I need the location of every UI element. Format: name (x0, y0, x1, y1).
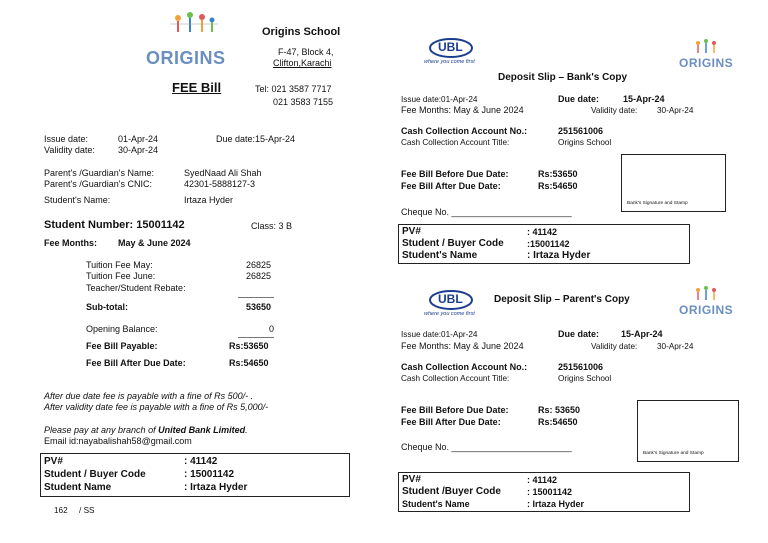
pv-label: PV# (44, 456, 63, 467)
origins-logo (148, 10, 238, 48)
account-no-label: Cash Collection Account No.: (401, 126, 528, 136)
payable-rule (238, 337, 274, 338)
validity-date-value: 30-Apr-24 (118, 145, 159, 155)
slip-title: Deposit Slip – Bank's Copy (498, 72, 628, 83)
pv-value: : 41142 (527, 475, 558, 485)
school-tel-1: Tel: 021 3587 7717 (255, 84, 332, 94)
student-name-label: Student's Name: (44, 195, 111, 205)
after-due-label: Fee Bill After Due Date: (401, 181, 501, 191)
after-due-label: Fee Bill After Due Date: (86, 358, 186, 368)
after-due-value: Rs:54650 (538, 417, 578, 427)
student-name-value: Irtaza Hyder (184, 195, 234, 205)
student-class: Class: 3 B (251, 221, 293, 231)
ubl-tagline: where you come first (424, 59, 475, 65)
ubl-tagline: where you come first (424, 311, 475, 317)
opening-balance-label: Opening Balance: (86, 324, 158, 334)
issue-date: Issue date:01-Apr-24 (401, 95, 478, 104)
after-due-value: Rs:54650 (538, 181, 578, 191)
origins-logo-small (682, 38, 728, 56)
origins-logo-small-text: ORIGINS (679, 56, 734, 70)
school-address-line1: F-47, Block 4, (278, 47, 334, 57)
student-name-label: Student's Name (402, 250, 478, 261)
origins-logo-small-text: ORIGINS (679, 303, 734, 317)
buyer-code-value: : 15001142 (184, 469, 235, 480)
validity-label: Validity date: (591, 342, 638, 351)
tuition-june-label: Tuition Fee June: (86, 271, 156, 281)
origins-logo-text: ORIGINS (146, 48, 226, 68)
due-date-label: Due date: (558, 94, 600, 104)
subtotal-rule (238, 297, 274, 298)
guardian-cnic-value: 42301-5888127-3 (184, 179, 256, 189)
account-title-label: Cash Collection Account Title: (401, 138, 510, 147)
fine-note-1: After due date fee is payable with a fine of Rs 500/- . (44, 391, 254, 401)
after-due-label: Fee Bill After Due Date: (401, 417, 501, 427)
school-tel-2: 021 3583 7155 (273, 97, 334, 107)
subtotal-value: 53650 (246, 302, 272, 312)
fee-months: Fee Months: May & June 2024 (401, 341, 524, 351)
before-due-label: Fee Bill Before Due Date: (401, 169, 509, 179)
student-name-label: Student's Name (402, 499, 470, 509)
account-title-value: Origins School (558, 138, 612, 147)
stamp-caption: Bank's Signature and Stamp (643, 451, 704, 456)
fine-note-2: After validity date fee is payable with a fine of Rs 5,000/- (44, 402, 269, 412)
student-number: Student Number: 15001142 (44, 219, 185, 231)
due-date: Due date:15-Apr-24 (216, 134, 296, 144)
guardian-cnic-label: Parent's /Guardian's CNIC: (44, 179, 152, 189)
buyer-code-value: :15001142 (527, 239, 570, 249)
account-title-value: Origins School (558, 374, 612, 383)
slip-title: Deposit Slip – Parent's Copy (494, 294, 630, 305)
school-name: Origins School (262, 26, 341, 38)
fee-months-value: May & June 2024 (118, 238, 191, 248)
tuition-may-value: 26825 (246, 260, 272, 270)
validity-date-label: Validity date: (44, 145, 95, 155)
due-date-value: 15-Apr-24 (623, 94, 665, 104)
account-no-label: Cash Collection Account No.: (401, 362, 528, 372)
account-no-value: 251561006 (558, 362, 604, 372)
subtotal-label: Sub-total: (86, 302, 128, 312)
cheque-no[interactable]: Cheque No. ________________________ (401, 442, 572, 452)
school-address-line2: Clifton,Karachi (273, 58, 332, 68)
student-name-box-label: Student Name (44, 482, 112, 493)
due-date-label: Due date: (558, 329, 600, 339)
email: Email id:nayabalishah58@gmail.com (44, 436, 192, 446)
buyer-code-label: Student /Buyer Code (402, 486, 501, 497)
pv-value: : 41142 (184, 456, 218, 467)
buyer-code-label: Student / Buyer Code (402, 238, 504, 249)
pv-label: PV# (402, 226, 421, 237)
validity-value: 30-Apr-24 (657, 106, 694, 115)
buyer-code-label: Student / Buyer Code (44, 469, 146, 480)
payable-value: Rs:53650 (229, 341, 269, 351)
before-due-value: Rs:53650 (538, 169, 578, 179)
bill-title: FEE Bill (172, 80, 222, 95)
after-due-value: Rs:54650 (229, 358, 269, 368)
pay-at-note: Please pay at any branch of United Bank Limited. (44, 425, 248, 435)
ubl-logo-text: UBL (438, 40, 463, 54)
issue-date-value: 01-Apr-24 (118, 134, 159, 144)
guardian-name-value: SyedNaad Ali Shah (184, 168, 262, 178)
fee-months: Fee Months: May & June 2024 (401, 105, 524, 115)
student-name-box-value: : Irtaza Hyder (184, 482, 248, 493)
buyer-code-value: : 15001142 (527, 487, 573, 497)
opening-balance-value: 0 (269, 324, 275, 334)
student-name-value: : Irtaza Hyder (527, 499, 585, 509)
before-due-value: Rs: 53650 (538, 405, 581, 415)
due-date-value: 15-Apr-24 (621, 329, 663, 339)
validity-value: 30-Apr-24 (657, 342, 694, 351)
cheque-no[interactable]: Cheque No. ________________________ (401, 207, 572, 217)
issue-date: Issue date:01-Apr-24 (401, 330, 478, 339)
children-figures-icon (170, 12, 218, 32)
payable-label: Fee Bill Payable: (86, 341, 158, 351)
guardian-name-label: Parent's /Guardian's Name: (44, 168, 154, 178)
account-title-label: Cash Collection Account Title: (401, 374, 510, 383)
before-due-label: Fee Bill Before Due Date: (401, 405, 509, 415)
pv-value: : 41142 (527, 227, 558, 237)
student-name-value: : Irtaza Hyder (527, 250, 591, 261)
stamp-caption: Bank's Signature and Stamp (627, 201, 688, 206)
validity-label: Validity date: (591, 106, 638, 115)
tuition-may-label: Tuition Fee May: (86, 260, 153, 270)
fee-months-label: Fee Months: (44, 238, 97, 248)
tuition-june-value: 26825 (246, 271, 272, 281)
account-no-value: 251561006 (558, 126, 604, 136)
page-footer: 162 / SS (54, 506, 95, 515)
issue-date-label: Issue date: (44, 134, 89, 144)
pv-label: PV# (402, 474, 421, 485)
origins-logo-small (682, 285, 728, 303)
ubl-logo-text: UBL (438, 292, 463, 306)
rebate-label: Teacher/Student Rebate: (86, 283, 186, 293)
